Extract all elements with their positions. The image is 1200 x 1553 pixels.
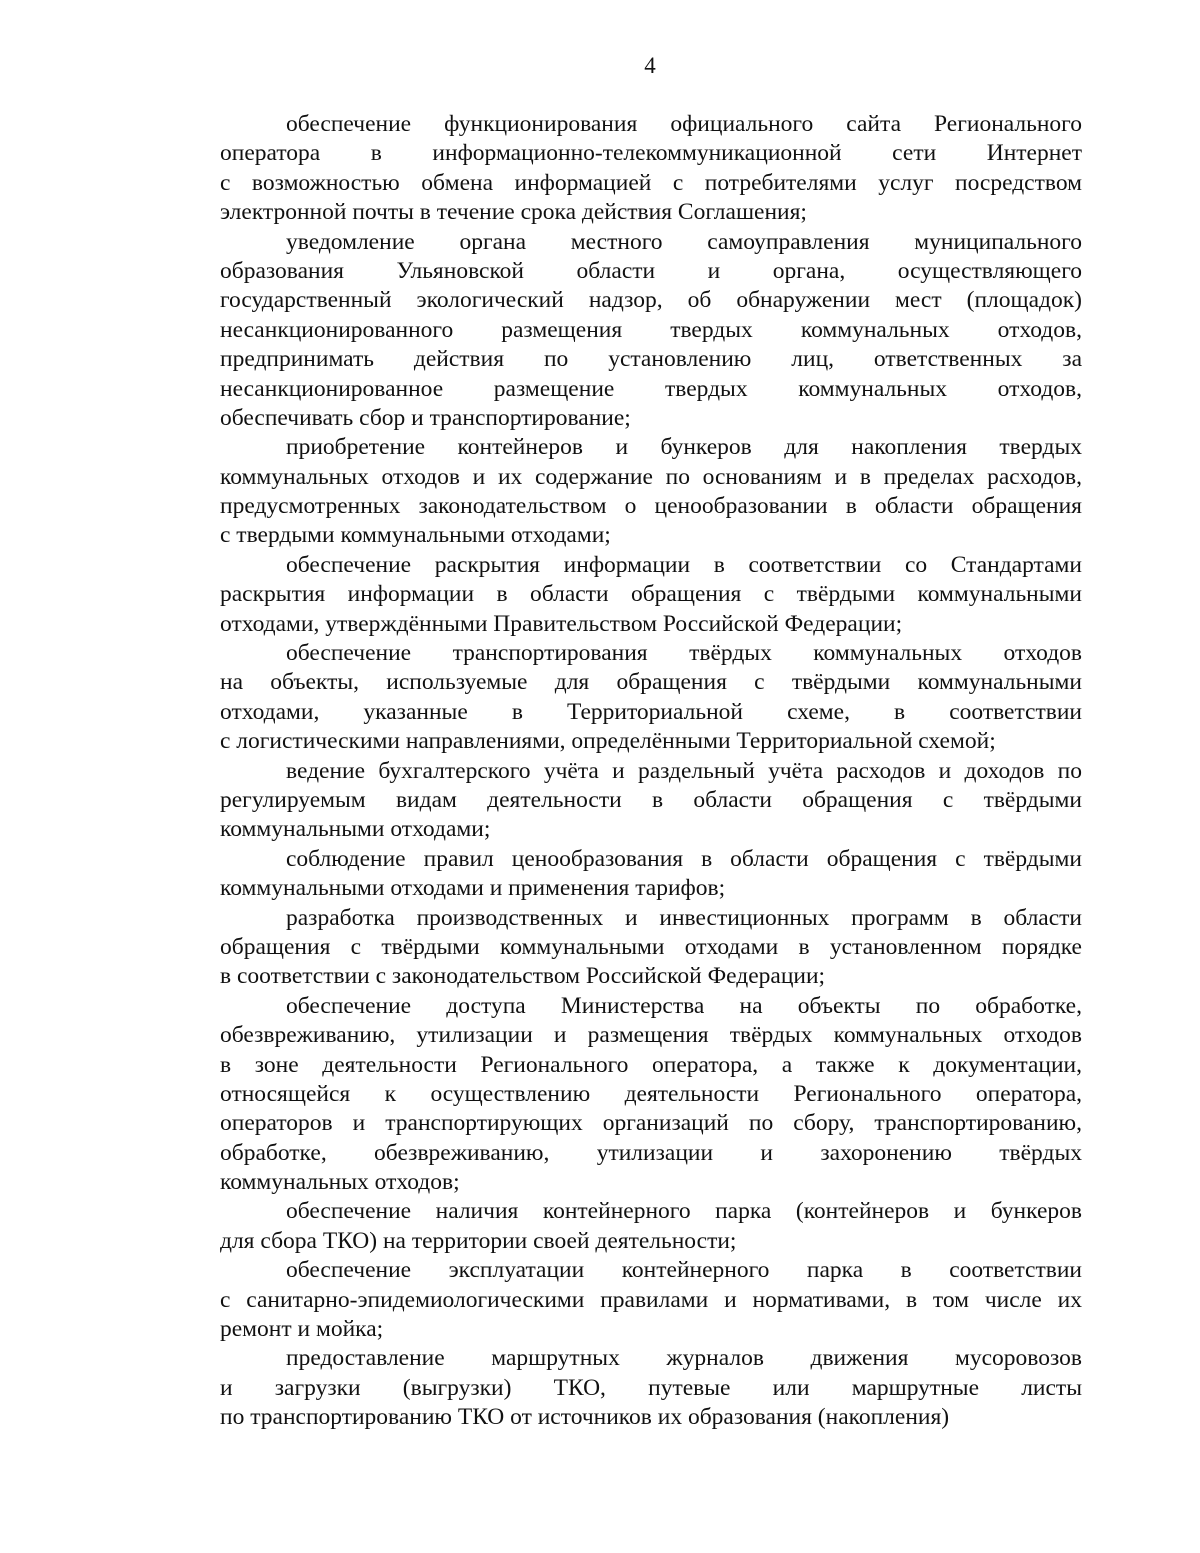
paragraph-line: раскрытия информации в области обращения с твёрдыми коммунальными xyxy=(220,581,1082,608)
paragraph xyxy=(220,1256,1082,1344)
paragraph-line: государственный экологический надзор, об обнаружении мест (площадок) xyxy=(220,287,1082,314)
paragraph-line: для сбора ТКО) на территории своей деятельности; xyxy=(220,1227,737,1254)
paragraph-line: образования Ульяновской области и органа, осуществляющего xyxy=(220,257,1082,284)
paragraph-line: коммунальных отходов; xyxy=(220,1169,460,1196)
paragraph-line: с логистическими направлениями, определёнными Территориальной схемой; xyxy=(220,728,996,755)
paragraph-line: обеспечение раскрытия информации в соответствии со Стандартами xyxy=(286,551,1082,578)
paragraph xyxy=(220,904,1082,992)
paragraph-line: с твердыми коммунальными отходами; xyxy=(220,522,611,549)
paragraph-line: уведомление органа местного самоуправления муниципального xyxy=(286,228,1082,255)
paragraph xyxy=(220,551,1082,639)
paragraph-line: обращения с твёрдыми коммунальными отходами в установленном порядке xyxy=(220,933,1082,960)
paragraph-line: отходами, указанные в Территориальной схеме, в соответствии xyxy=(220,698,1082,725)
paragraph-line: разработка производственных и инвестиционных программ в области xyxy=(286,904,1082,931)
paragraph xyxy=(220,228,1082,434)
paragraph-line: обеспечение транспортирования твёрдых коммунальных отходов xyxy=(286,640,1082,667)
paragraph xyxy=(220,992,1082,1198)
paragraph-line: обеспечение наличия контейнерного парка (контейнеров и бункеров xyxy=(286,1198,1082,1225)
paragraph xyxy=(220,1344,1082,1432)
paragraph-line: обеспечивать сбор и транспортирование; xyxy=(220,404,631,431)
paragraph-line: по транспортированию ТКО от источников их образования (накопления) xyxy=(220,1404,950,1431)
paragraph xyxy=(220,757,1082,845)
paragraph-line: обезвреживанию, утилизации и размещения твёрдых коммунальных отходов xyxy=(220,1022,1082,1049)
paragraph-line: оператора в информационно-телекоммуникационной сети Интернет xyxy=(220,140,1082,167)
paragraph xyxy=(220,639,1082,757)
paragraph xyxy=(220,1197,1082,1256)
paragraph-line: и загрузки (выгрузки) ТКО, путевые или маршрутные листы xyxy=(220,1374,1082,1401)
paragraph xyxy=(220,845,1082,904)
paragraph-line: предпринимать действия по установлению лиц, ответственных за xyxy=(220,346,1082,373)
paragraph xyxy=(220,110,1082,228)
paragraph-line: электронной почты в течение срока действия Соглашения; xyxy=(220,199,807,226)
paragraph-line: коммунальных отходов и их содержание по основаниям и в пределах расходов, xyxy=(220,463,1082,490)
paragraph-line: ремонт и мойка; xyxy=(220,1316,384,1343)
paragraph-line: регулируемым видам деятельности в области обращения с твёрдыми xyxy=(220,786,1082,813)
paragraph-line: на объекты, используемые для обращения с твёрдыми коммунальными xyxy=(220,669,1082,696)
paragraph-line: соблюдение правил ценообразования в области обращения с твёрдыми xyxy=(286,845,1082,872)
paragraph-line: относящейся к осуществлению деятельности Регионального оператора, xyxy=(220,1080,1082,1107)
paragraph-line: обработке, обезвреживанию, утилизации и захоронению твёрдых xyxy=(220,1139,1082,1166)
page-number: 4 xyxy=(644,53,656,78)
paragraph-line: в соответствии с законодательством Российской Федерации; xyxy=(220,963,826,990)
paragraph-line: обеспечение эксплуатации контейнерного парка в соответствии xyxy=(286,1257,1082,1284)
paragraph xyxy=(220,433,1082,551)
paragraph-line: коммунальными отходами; xyxy=(220,816,491,843)
paragraph-line: в зоне деятельности Регионального оператора, а также к документации, xyxy=(220,1051,1082,1078)
paragraph-line: несанкционированного размещения твердых коммунальных отходов, xyxy=(220,316,1082,343)
paragraph-line: операторов и транспортирующих организаций по сбору, транспортированию, xyxy=(220,1110,1082,1137)
paragraph-line: с санитарно-эпидемиологическими правилами и нормативами, в том числе их xyxy=(220,1286,1082,1313)
paragraph-line: предоставление маршрутных журналов движения мусоровозов xyxy=(286,1345,1082,1372)
paragraph-line: отходами, утверждёнными Правительством Российской Федерации; xyxy=(220,610,903,637)
paragraph-line: коммунальными отходами и применения тарифов; xyxy=(220,875,726,902)
paragraph-line: ведение бухгалтерского учёта и раздельный учёта расходов и доходов по xyxy=(286,757,1082,784)
paragraph-line: несанкционированное размещение твердых коммунальных отходов, xyxy=(220,375,1082,402)
paragraph-line: предусмотренных законодательством о ценообразовании в области обращения xyxy=(220,493,1082,520)
paragraph-line: обеспечение функционирования официального сайта Регионального xyxy=(286,111,1082,137)
document-body xyxy=(220,110,1082,1433)
paragraph-line: с возможностью обмена информацией с потребителями услуг посредством xyxy=(220,169,1082,196)
paragraph-line: обеспечение доступа Министерства на объекты по обработке, xyxy=(286,992,1082,1019)
paragraph-line: приобретение контейнеров и бункеров для накопления твердых xyxy=(286,434,1082,461)
